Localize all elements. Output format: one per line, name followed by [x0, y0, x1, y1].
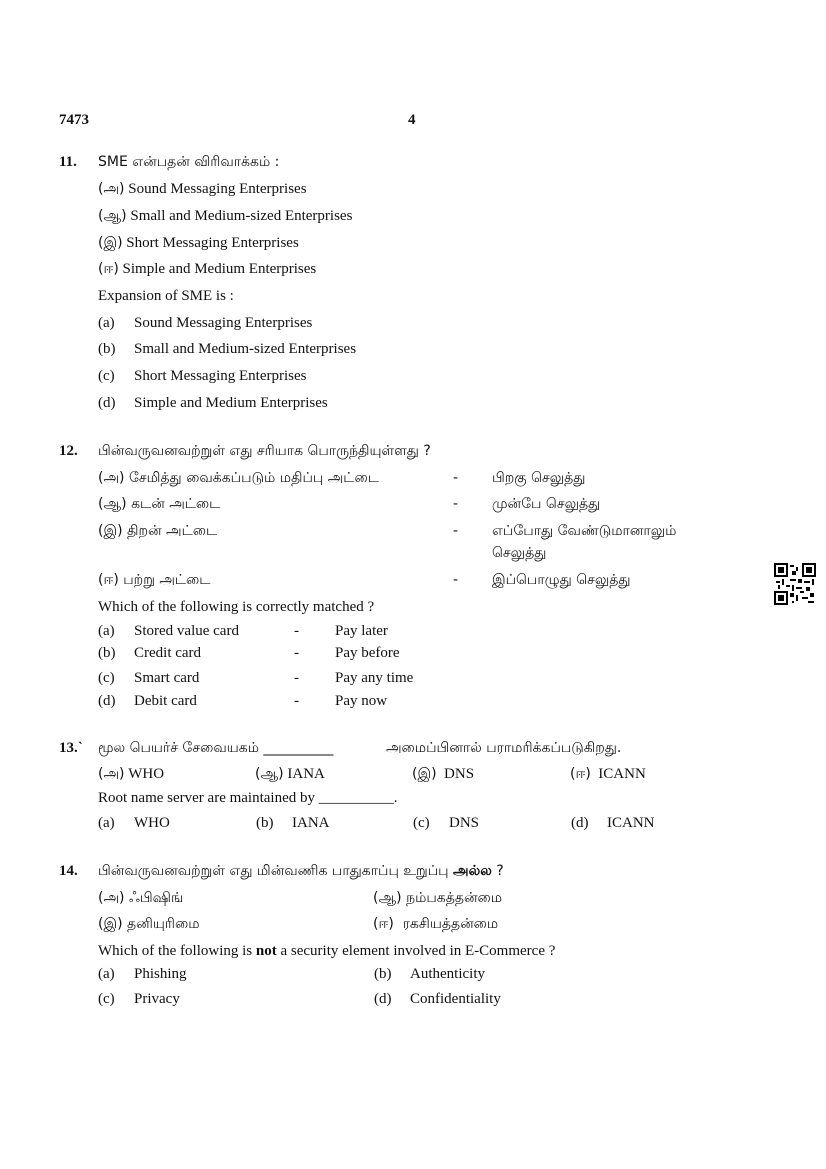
option-ta: (ஆ) Small and Medium-sized Enterprises: [98, 208, 353, 224]
match-right-ta: எப்போது வேண்டுமானாலும்: [492, 523, 677, 539]
option-en: (d) ICANN: [571, 815, 655, 831]
match-row-ta: (ஈ) பற்று அட்டை: [98, 572, 211, 588]
match-dash: -: [294, 623, 299, 639]
option-en: (a) Phishing: [98, 966, 187, 982]
match-dash: -: [294, 645, 299, 661]
match-row-en: (b) Credit card: [98, 645, 202, 661]
question-stem-ta: மூல பெயர்ச் சேவையகம் __________: [98, 740, 334, 756]
match-right-ta: முன்பே செலுத்து: [492, 496, 601, 512]
option-en: (c) DNS: [413, 815, 480, 831]
match-right-ta: பிறகு செலுத்து: [492, 470, 586, 486]
option-ta: (இ) தனியுரிமை: [98, 916, 200, 932]
question-stem-en: Which of the following is not a security element involved in E-Commerce ?: [98, 943, 556, 959]
question-stem-ta-cont: அமைப்பினால் பராமரிக்கப்படுகிறது.: [386, 740, 622, 756]
question-stem-en: Expansion of SME is :: [98, 288, 234, 304]
question-number: 12.: [59, 443, 78, 459]
match-row-en: (a) Stored value card: [98, 623, 239, 639]
option-en: (a) WHO: [98, 815, 170, 831]
match-dash: -: [453, 496, 459, 512]
match-row-en: (c) Smart card: [98, 670, 200, 686]
question-stem-ta: பின்வருவனவற்றுள் எது மின்வணிக பாதுகாப்பு உறுப்பு அல்ல ?: [98, 863, 504, 879]
match-right-en: Pay later: [335, 623, 388, 639]
option-en: (b) Small and Medium-sized Enterprises: [98, 341, 357, 357]
match-right-en: Pay any time: [335, 670, 414, 686]
option-ta: (அ) WHO: [98, 766, 165, 782]
page-number: 4: [408, 112, 416, 128]
match-right-en: Pay before: [335, 645, 400, 661]
match-dash: -: [453, 470, 459, 486]
match-right-ta-cont: செலுத்து: [492, 545, 547, 561]
match-dash: -: [294, 693, 299, 709]
option-en: (a) Sound Messaging Enterprises: [98, 315, 313, 331]
question-stem-ta: SME என்பதன் விரிவாக்கம் :: [98, 154, 280, 170]
match-row-ta: (இ) திறன் அட்டை: [98, 523, 218, 539]
option-en: (d) Confidentiality: [374, 991, 501, 1007]
option-en: (c) Short Messaging Enterprises: [98, 368, 307, 384]
option-ta: (ஆ) IANA: [255, 766, 325, 782]
question-stem-en: Which of the following is correctly matched ?: [98, 599, 375, 615]
option-ta: (அ) ஃபிஷிங்: [98, 890, 184, 906]
match-row-ta: (அ) சேமித்து வைக்கப்படும் மதிப்பு அட்டை: [98, 470, 379, 486]
question-number: 14.: [59, 863, 78, 879]
option-en: (d) Simple and Medium Enterprises: [98, 395, 328, 411]
paper-code: 7473: [59, 112, 89, 128]
match-row-en: (d) Debit card: [98, 693, 197, 709]
match-right-ta: இப்பொழுது செலுத்து: [492, 572, 631, 588]
match-dash: -: [453, 523, 459, 539]
match-row-ta: (ஆ) கடன் அட்டை: [98, 496, 221, 512]
match-right-en: Pay now: [335, 693, 388, 709]
option-ta: (ஆ) நம்பகத்தன்மை: [373, 890, 503, 906]
match-dash: -: [453, 572, 459, 588]
option-ta: (ஈ) ICANN: [570, 766, 646, 782]
match-dash: -: [294, 670, 299, 686]
option-ta: (இ) DNS: [412, 766, 475, 782]
question-number: 13.`: [59, 740, 83, 756]
question-stem-ta: பின்வருவனவற்றுள் எது சரியாக பொருந்தியுள்ளது ?: [98, 443, 431, 459]
option-en: (b) IANA: [256, 815, 330, 831]
question-stem-en: Root name server are maintained by __________.: [98, 790, 398, 806]
qr-code-icon: [774, 563, 816, 605]
option-en: (b) Authenticity: [374, 966, 485, 982]
option-ta: (அ) Sound Messaging Enterprises: [98, 181, 307, 197]
option-ta: (ஈ) ரகசியத்தன்மை: [373, 916, 499, 932]
option-en: (c) Privacy: [98, 991, 180, 1007]
question-number: 11.: [59, 154, 77, 170]
option-ta: (இ) Short Messaging Enterprises: [98, 235, 299, 251]
option-ta: (ஈ) Simple and Medium Enterprises: [98, 261, 317, 277]
